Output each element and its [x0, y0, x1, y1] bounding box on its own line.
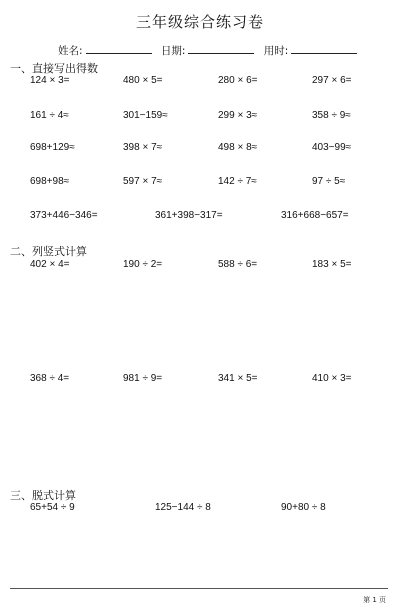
problem: 142 ÷ 7≈ — [218, 176, 257, 187]
page-title: 三年级综合练习卷 — [135, 13, 264, 31]
problem: 90+80 ÷ 8 — [281, 502, 326, 513]
problem: 124 × 3= — [30, 75, 70, 86]
section-1-heading: 一、直接写出得数 — [10, 62, 98, 75]
section-3-heading: 三、脱式计算 — [10, 489, 76, 502]
problem: 280 × 6= — [218, 75, 258, 86]
time-label: 用时: — [263, 45, 289, 57]
page-number: 第 1 页 — [363, 596, 386, 604]
problem: 97 ÷ 5≈ — [312, 176, 346, 187]
problem: 480 × 5= — [123, 75, 163, 86]
problem: 410 × 3= — [312, 373, 352, 384]
problem: 373+446−346= — [30, 210, 98, 221]
problem: 597 × 7≈ — [123, 176, 163, 187]
problem: 358 ÷ 9≈ — [312, 110, 351, 121]
date-label: 日期: — [160, 45, 186, 57]
problem: 498 × 8≈ — [218, 142, 258, 153]
problem: 301−159≈ — [123, 110, 168, 121]
problem: 698+129≈ — [30, 142, 75, 153]
time-blank[interactable] — [291, 43, 357, 54]
student-info-line — [58, 43, 363, 58]
problem: 341 × 5= — [218, 373, 258, 384]
problem: 698+98≈ — [30, 176, 70, 187]
problem: 183 × 5= — [312, 259, 352, 270]
problem: 981 ÷ 9= — [123, 373, 163, 384]
name-blank[interactable] — [86, 43, 152, 54]
problem: 65+54 ÷ 9 — [30, 502, 75, 513]
problem: 588 ÷ 6= — [218, 259, 258, 270]
footer-divider — [10, 588, 388, 589]
problem: 361+398−317= — [155, 210, 223, 221]
problem: 316+668−657= — [281, 210, 349, 221]
problem: 297 × 6= — [312, 75, 352, 86]
problem: 190 ÷ 2= — [123, 259, 163, 270]
problem: 368 ÷ 4= — [30, 373, 70, 384]
problem: 299 × 3≈ — [218, 110, 258, 121]
problem: 398 × 7≈ — [123, 142, 163, 153]
problem: 403−99≈ — [312, 142, 352, 153]
section-2-heading: 二、列竖式计算 — [10, 245, 87, 258]
problem: 125−144 ÷ 8 — [155, 502, 211, 513]
problem: 402 × 4= — [30, 259, 70, 270]
name-label: 姓名: — [58, 45, 83, 57]
problem: 161 ÷ 4≈ — [30, 110, 69, 121]
date-blank[interactable] — [188, 43, 254, 54]
